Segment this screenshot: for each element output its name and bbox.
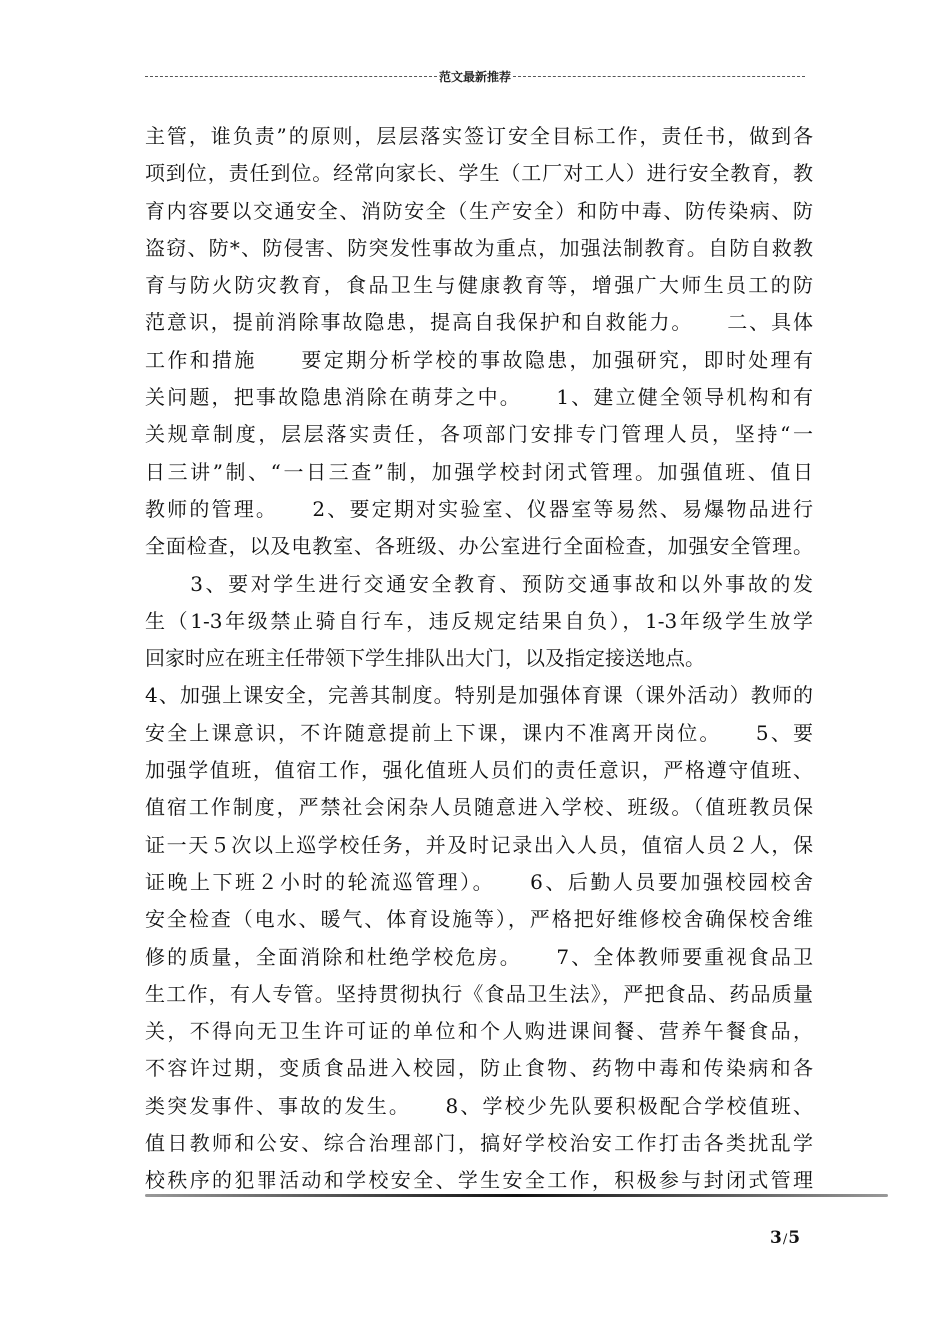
- header-title: 范文最新推荐: [439, 69, 512, 84]
- body-line: 加强学值班，值宿工作，强化值班人员们的责任意识，严格遵守值班、: [145, 758, 813, 783]
- body-line: 范意识，提前消除事故隐患，提高自我保护和自救能力。 二、具体: [145, 310, 813, 335]
- body-line: 生工作，有人专管。坚持贯彻执行《食品卫生法》，严把食品、药品质量: [145, 981, 813, 1006]
- footer-divider: [145, 1194, 888, 1197]
- document-body: [145, 118, 813, 1200]
- body-line: 工作和措施 要定期分析学校的事故隐患，加强研究，即时处理有: [145, 347, 813, 372]
- body-line: 回家时应在班主任带领下学生排队出大门，以及指定接送地点。: [145, 646, 705, 671]
- body-line: 类突发事件、事故的发生。 8、学校少先队要积极配合学校值班、: [145, 1093, 813, 1118]
- body-line: 安全检查（电水、暖气、体育设施等），严格把好维修校舍确保校舍维: [145, 907, 813, 932]
- body-line: 关规章制度，层层落实责任，各项部门安排专门管理人员，坚持“一: [145, 422, 813, 447]
- body-line: 日三讲”制、“一日三查”制，加强学校封闭式管理。加强值班、值日: [145, 459, 813, 484]
- body-line: 育内容要以交通安全、消防安全（生产安全）和防中毒、防传染病、防: [145, 198, 813, 223]
- header-dash-right: [513, 76, 805, 77]
- page-header: [145, 67, 805, 85]
- body-line: 证晚上下班２小时的轮流巡管理）。 6、后勤人员要加强校园校舍: [145, 869, 813, 894]
- body-line: 项到位，责任到位。经常向家长、学生（工厂对工人）进行安全教育，教: [145, 161, 813, 186]
- body-line: 校秩序的犯罪活动和学校安全、学生安全工作，积极参与封闭式管理: [145, 1168, 813, 1193]
- page-separator: /: [782, 1232, 788, 1247]
- body-line: 4、加强上课安全，完善其制度。特别是加强体育课（课外活动）教师的: [145, 683, 813, 708]
- body-line: 生（1-3年级禁止骑自行车，违反规定结果自负），1-3年级学生放学: [145, 608, 813, 633]
- body-line: 不容许过期，变质食品进入校园，防止食物、药物中毒和传染病和各: [145, 1056, 813, 1081]
- body-line: 关，不得向无卫生许可证的单位和个人购进课间餐、营养午餐食品，: [145, 1019, 813, 1044]
- body-line: 教师的管理。 2、要定期对实验室、仪器室等易然、易爆物品进行: [145, 496, 813, 521]
- body-line: 值日教师和公安、综合治理部门，搞好学校治安工作打击各类扰乱学: [145, 1131, 813, 1156]
- current-page: 3: [770, 1228, 782, 1248]
- body-line: 证一天５次以上巡学校任务，并及时记录出入人员，值宿人员２人，保: [145, 832, 813, 857]
- body-line: 安全上课意识，不许随意提前上下课，课内不准离开岗位。 5、要: [145, 720, 813, 745]
- page-number: [770, 1228, 800, 1248]
- body-line: 育与防火防灾教育，食品卫生与健康教育等，增强广大师生员工的防: [145, 273, 813, 298]
- body-line: 修的质量，全面消除和杜绝学校危房。 7、全体教师要重视食品卫: [145, 944, 813, 969]
- body-line: 主管，谁负责”的原则，层层落实签订安全目标工作，责任书，做到各: [145, 124, 813, 148]
- body-line: 3、要对学生进行交通安全教育、预防交通事故和以外事故的发: [145, 571, 813, 596]
- body-line: 盗窃、防*、防侵害、防突发性事故为重点，加强法制教育。自防自救教: [145, 235, 813, 260]
- header-dash-left: [145, 76, 437, 77]
- body-line: 关问题，把事故隐患消除在萌芽之中。 1、建立健全领导机构和有: [145, 385, 813, 410]
- body-line: 值宿工作制度，严禁社会闲杂人员随意进入学校、班级。（值班教员保: [145, 795, 813, 820]
- body-line: 全面检查，以及电教室、各班级、办公室进行全面检查，加强安全管理。: [145, 534, 813, 559]
- total-pages: 5: [788, 1228, 801, 1248]
